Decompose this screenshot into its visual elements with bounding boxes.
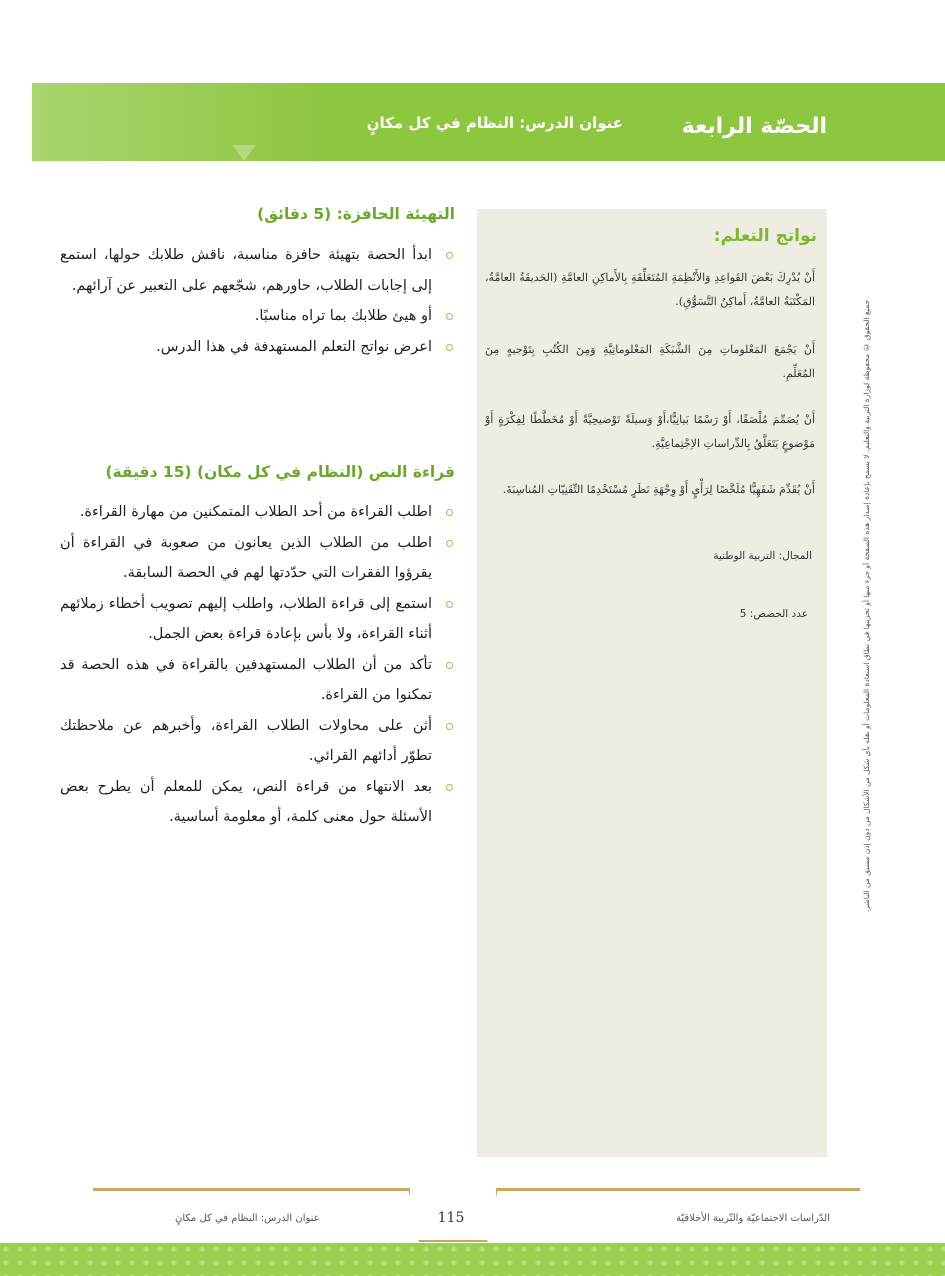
list-item [60, 589, 455, 650]
list-item [60, 650, 455, 711]
bullet-icon [446, 601, 453, 608]
bullet-icon [446, 252, 453, 259]
list-item-text: أو هيئ طلابك بما تراه مناسبًا. [254, 308, 432, 324]
page-number: 115 [437, 1210, 465, 1226]
sessions-count: عدد الحصص: 5 [739, 608, 808, 620]
domain-label: المجال: التربية الوطنية [713, 550, 812, 562]
bullet-icon [446, 723, 453, 730]
list-item-text: بعد الانتهاء من قراءة النص، يمكن للمعلم أن يطرح بعض الأسئلة حول معنى كلمة، أو معلومة أساسية. [60, 778, 432, 825]
header-shade [32, 83, 332, 161]
list-item [60, 240, 455, 301]
learning-outcome: أَنْ يُدْرِكَ بَعْضَ القَواعِدِ وَالأَنْظِمَةِ المُتَعَلِّقَةِ بِالأَماكِنِ العامَّةِ (الحَديقَةُ العامَّةُ، المَكْتَبَةُ العامَّةُ، أَماكِنُ التَّسَوُّقِ). [485, 271, 815, 308]
bullet-icon [446, 662, 453, 669]
bullet-icon [446, 784, 453, 791]
list-item-text: تأكد من أن الطلاب المستهدفين بالقراءة في هذه الحصة قد تمكنوا من القراءة. [60, 656, 432, 703]
footer-subject: الدّراسات الاجتماعيّة والتّربية الأخلاقيّة [675, 1213, 830, 1224]
reading-title: قراءة النص (النظام في كل مكان) (15 دقيقة) [105, 463, 455, 481]
bullet-icon [446, 509, 453, 516]
bottom-decorative-band [0, 1243, 945, 1276]
list-item-text: أثن على محاولات الطلاب القراءة، وأخبرهم عن ملاحظتك تطوّر أدائهم القرائي. [60, 717, 432, 764]
list-item [60, 497, 455, 528]
list-item-text: استمع إلى قراءة الطلاب، واطلب إليهم تصويب أخطاء زملائهم أثناء القراءة، ولا بأس بإعادة قراءة بعض الجمل. [60, 595, 432, 642]
warmup-title: التهيئة الحافزة: (5 دقائق) [257, 205, 455, 223]
reading-list [60, 497, 455, 833]
list-item [60, 711, 455, 772]
list-item-text: اطلب القراءة من أحد الطلاب المتمكنين من مهارة القراءة. [79, 504, 432, 520]
list-item [60, 332, 455, 363]
list-item-text: اعرض نواتج التعلم المستهدفة في هذا الدرس. [156, 338, 432, 355]
bullet-icon [446, 540, 453, 547]
bullet-icon [446, 313, 453, 320]
list-item [60, 772, 455, 833]
learning-outcomes-title: نواتج التعلم: [713, 226, 817, 246]
bullet-icon [446, 344, 453, 351]
list-item-text: اطلب من الطلاب الذين يعانون من صعوبة في القراءة أن يقرؤوا الفقرات التي حدّدتها لهم في الحصة السابقة. [60, 534, 432, 581]
footer-lesson-title: عنوان الدرس: النظام في كل مكانٍ [175, 1213, 320, 1224]
header-notch [232, 145, 256, 161]
lesson-title: عنوان الدرس: النظام في كل مكانٍ [366, 114, 623, 132]
copyright-note: جميع الحقوق © محفوظة لوزارة التربية والتعليم. لا يسمح بإعادة إصدار هذه الصفحة أو جزء منها أو تخزينها في نطاق استعادة المعلومات أو نقله بأي شكل من الأشكال من دون إذن مسبق من الناشر. [862, 300, 871, 913]
list-item [60, 301, 455, 332]
learning-outcome: أَنْ يَجْمَعَ المَعْلوماتِ مِنَ الشَّبَكَةِ المَعْلوماتِيَّةِ وَمِنَ الكُتُبِ بِتَوْجيهٍ مِنَ المُعَلِّمِ. [485, 343, 815, 380]
list-item [60, 528, 455, 589]
session-title: الحصّة الرابعة [681, 114, 827, 139]
learning-outcome: أَنْ يُقَدِّمَ شَفَهِيًّا مُلَخَّصًا لِرَأْيٍ أَوْ وِجْهَةِ نَظَرٍ مُسْتَخْدِمًا التِّقَنِيّاتِ المُناسِبَةَ. [502, 483, 815, 496]
learning-outcome: أَنْ يُصَمِّمَ مُلْصَقًا، أَوْ رَسْمًا بَيانِيًّا،أَوْ وَسيلَةً تَوْضيحِيَّةً أَوْ مُخَطَّطًا لِفِكْرَةٍ أَوْ مَوْضوعٍ يَتَعَلَّقُ بِالدِّراساتِ الاِجْتِماعِيَّةِ. [485, 413, 815, 450]
warmup-list [60, 240, 455, 362]
list-item-text: ابدأ الحصة بتهيئة حافزة مناسبة، ناقش طلابك حولها، استمع إلى إجابات الطلاب، حاورهم، شجّعهم على التعبير عن آرائهم. [60, 247, 432, 294]
